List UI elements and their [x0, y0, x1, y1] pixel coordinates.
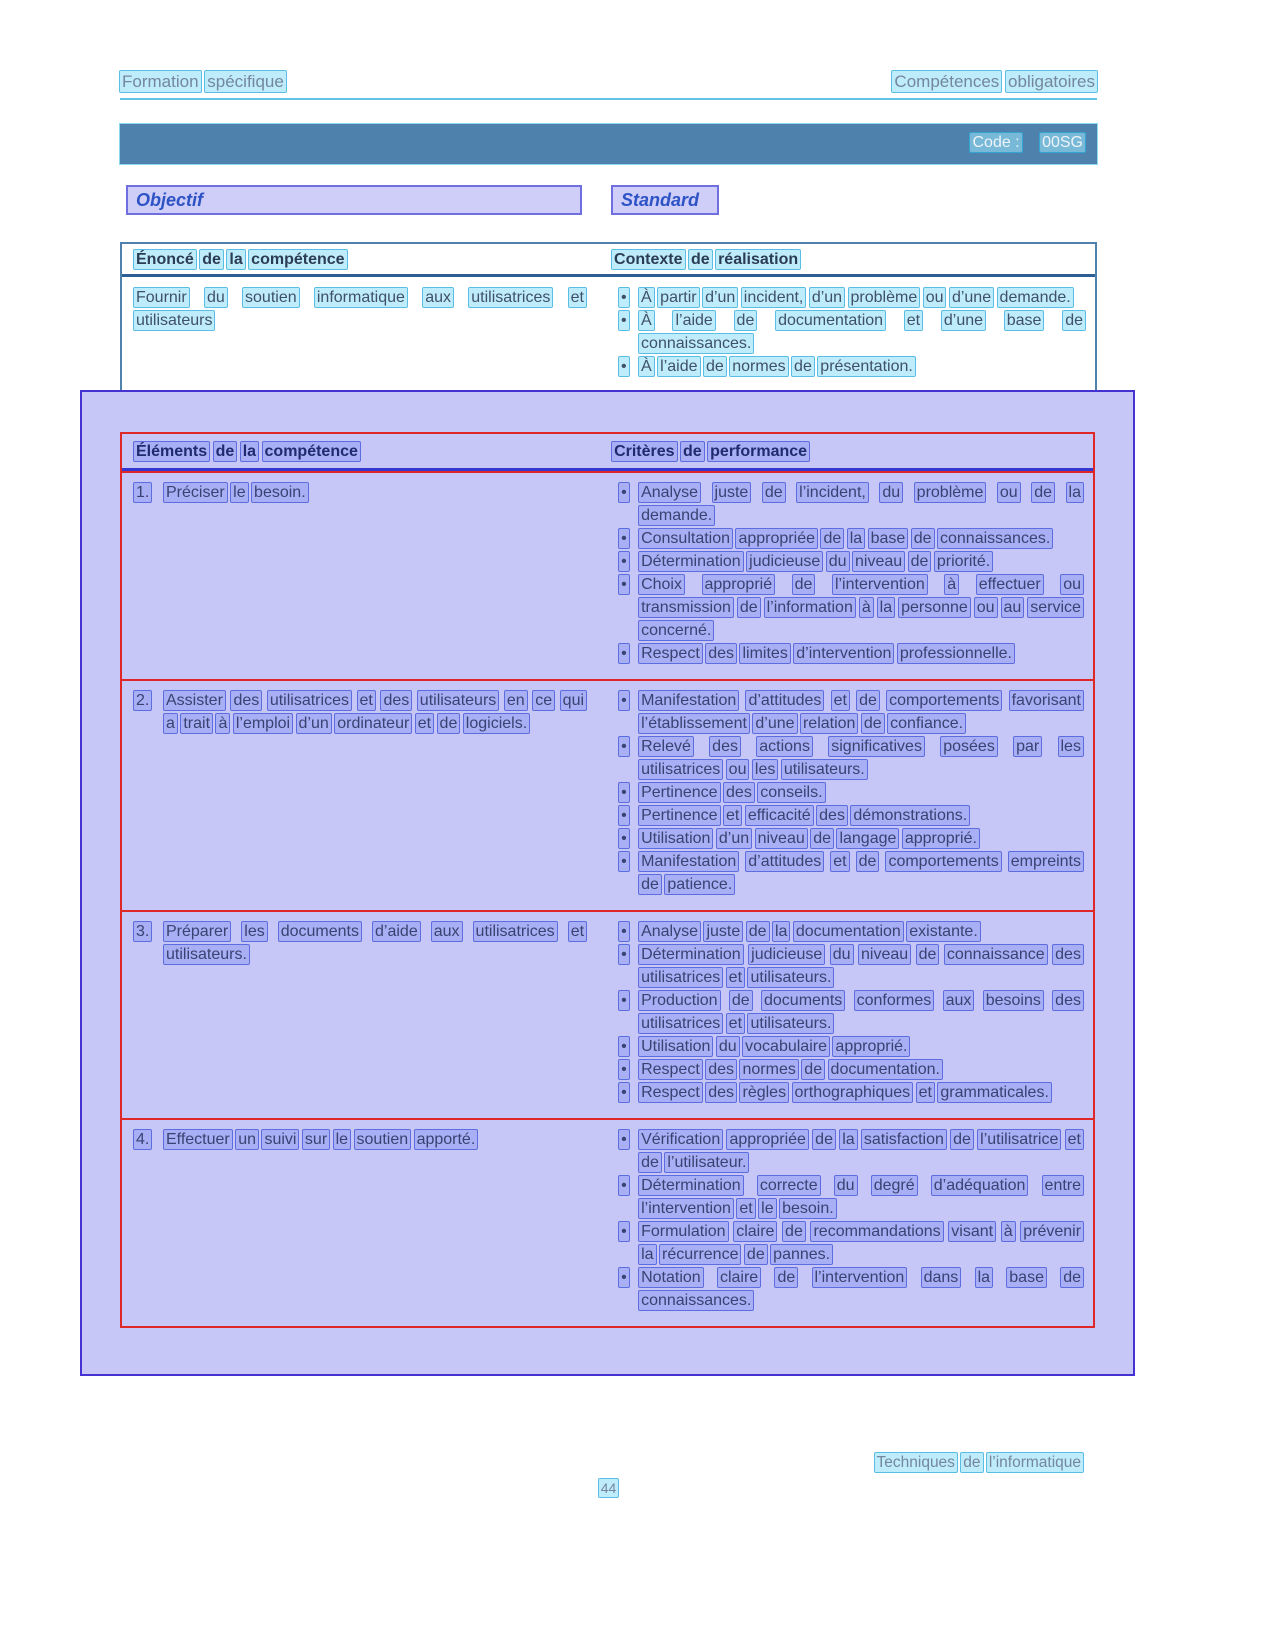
elements-table-header-row [122, 434, 1093, 471]
bullet-dot: • [621, 830, 627, 847]
enonce-header: Énoncé de la compétence [136, 251, 345, 268]
criteria-text: Vérification appropriée de la satisfaction de l’utilisatrice et de l’utilisateur. [641, 1131, 1081, 1171]
bullet-dot: • [621, 738, 627, 755]
criteria-text: Respect des normes de documentation. [641, 1061, 940, 1078]
bullet-dot: • [621, 1061, 627, 1078]
criteria-bullet [612, 943, 1083, 989]
criteria-bullet [612, 850, 1083, 896]
bullet-dot: • [621, 1084, 627, 1101]
criteria-text: Manifestation d’attitudes et de comportements favorisant l’établissement d’une relation de confiance. [641, 692, 1081, 732]
competence-statement: Fournir du soutien informatique aux utilisatrices et utilisateurs [136, 289, 584, 329]
bullet-dot: • [621, 289, 627, 306]
code-label: Code : [972, 134, 1020, 151]
context-bullet [612, 355, 1085, 378]
page-header [120, 72, 1097, 100]
bullet-dot: • [621, 484, 627, 501]
criteria-text: Formulation claire de recommandations visant à prévenir la récurrence de pannes. [641, 1223, 1082, 1263]
context-bullet-list [612, 286, 1095, 378]
element-text: Effectuer un suivi sur le soutien apporté. [166, 1131, 476, 1148]
criteria-list [612, 1128, 1093, 1312]
header-right-text: Compétences obligatoires [894, 72, 1095, 91]
criteria-bullet [612, 481, 1083, 527]
element-row-3 [122, 910, 1093, 1118]
criteres-header: Critères de performance [614, 443, 808, 460]
criteria-bullet [612, 1081, 1083, 1104]
criteria-text: Production de documents conformes aux besoins des utilisatrices et utilisateurs. [641, 992, 1081, 1032]
criteria-text: Détermination judicieuse du niveau de connaissance des utilisatrices et utilisateurs. [641, 946, 1081, 986]
context-bullet-text: À l’aide de normes de présentation. [641, 358, 913, 375]
element-row-1 [122, 471, 1093, 679]
criteria-bullet [612, 1058, 1083, 1081]
bullet-dot: • [621, 1223, 627, 1240]
enonce-table [120, 242, 1097, 404]
annotation-highlight-panel [80, 390, 1135, 1376]
element-text: Assister des utilisatrices et des utilisateurs en ce qui a trait à l’emploi d’un ordinateur et de logiciels. [166, 692, 585, 732]
bullet-dot: • [621, 530, 627, 547]
criteria-text: Pertinence des conseils. [641, 784, 823, 801]
criteria-bullet [612, 1035, 1083, 1058]
criteria-bullet [612, 1128, 1083, 1174]
bullet-dot: • [621, 312, 627, 329]
criteria-bullet [612, 920, 1083, 943]
enonce-table-body-row [122, 277, 1095, 402]
criteria-bullet [612, 689, 1083, 735]
context-bullet [612, 286, 1085, 309]
criteria-bullet [612, 781, 1083, 804]
criteria-bullet [612, 550, 1083, 573]
enonce-table-header-row [122, 244, 1095, 277]
element-number: 2. [136, 692, 150, 709]
footer-text: Techniques de l’informatique [876, 1454, 1081, 1471]
page-number: 44 [600, 1480, 617, 1496]
criteria-text: Choix approprié de l’intervention à effectuer ou transmission de l’information à la personne ou au service concerné. [641, 576, 1081, 639]
criteria-list [612, 689, 1093, 896]
criteria-text: Détermination judicieuse du niveau de priorité. [641, 553, 991, 570]
section-headings [120, 186, 1097, 214]
criteria-text: Relevé des actions significatives posées par les utilisatrices ou les utilisateurs. [641, 738, 1081, 778]
criteria-list [612, 920, 1093, 1104]
bullet-dot: • [621, 576, 627, 593]
criteria-bullet [612, 804, 1083, 827]
criteria-text: Consultation appropriée de la base de connaissances. [641, 530, 1051, 547]
bullet-dot: • [621, 853, 627, 870]
element-row-4 [122, 1118, 1093, 1326]
page-content [120, 0, 1097, 1496]
criteria-text: Pertinence et efficacité des démonstrations. [641, 807, 968, 824]
criteria-bullet [612, 827, 1083, 850]
header-left-text: Formation spécifique [122, 72, 284, 91]
bullet-dot: • [621, 1038, 627, 1055]
bullet-dot: • [621, 692, 627, 709]
element-number: 4. [136, 1131, 150, 1148]
criteria-text: Détermination correcte du degré d’adéquation entre l’intervention et le besoin. [641, 1177, 1082, 1217]
bullet-dot: • [621, 784, 627, 801]
criteria-list [612, 481, 1093, 665]
element-number: 3. [136, 923, 150, 940]
bullet-dot: • [621, 1131, 627, 1148]
criteria-text: Manifestation d’attitudes et de comportements empreints de patience. [641, 853, 1081, 893]
criteria-text: Analyse juste de l’incident, du problème ou de la demande. [641, 484, 1081, 524]
criteria-text: Respect des règles orthographiques et grammaticales. [641, 1084, 1049, 1101]
element-text: Préciser le besoin. [166, 484, 306, 501]
element-number: 1. [136, 484, 150, 501]
bullet-dot: • [621, 553, 627, 570]
bullet-dot: • [621, 645, 627, 662]
criteria-text: Analyse juste de la documentation existante. [641, 923, 978, 940]
bullet-dot: • [621, 946, 627, 963]
context-bullet-text: À l’aide de documentation et d’une base de connaissances. [641, 312, 1083, 352]
elements-header: Éléments de la compétence [136, 443, 358, 460]
bullet-dot: • [621, 923, 627, 940]
element-row-2 [122, 679, 1093, 910]
bullet-dot: • [621, 807, 627, 824]
elements-table [120, 432, 1095, 1328]
criteria-bullet [612, 573, 1083, 642]
standard-heading: Standard [613, 187, 717, 213]
criteria-bullet [612, 1220, 1083, 1266]
criteria-text: Utilisation du vocabulaire approprié. [641, 1038, 908, 1055]
contexte-header: Contexte de réalisation [614, 251, 799, 268]
context-bullet-text: À partir d’un incident, d’un problème ou d’une demande. [641, 289, 1071, 306]
element-text: Préparer les documents d’aide aux utilisatrices et utilisateurs. [166, 923, 585, 963]
criteria-bullet [612, 527, 1083, 550]
criteria-text: Respect des limites d’intervention professionnelle. [641, 645, 1012, 662]
criteria-bullet [612, 989, 1083, 1035]
code-value: 00SG [1042, 134, 1083, 151]
page-number-row [120, 1480, 1097, 1496]
bullet-dot: • [621, 1177, 627, 1194]
criteria-bullet [612, 1266, 1083, 1312]
criteria-text: Notation claire de l’intervention dans la base de connaissances. [641, 1269, 1082, 1309]
criteria-bullet [612, 1174, 1083, 1220]
bullet-dot: • [621, 1269, 627, 1286]
page-footer [120, 1454, 1097, 1472]
code-banner [120, 124, 1097, 164]
criteria-text: Utilisation d’un niveau de langage approprié. [641, 830, 977, 847]
bullet-dot: • [621, 992, 627, 1009]
criteria-bullet [612, 735, 1083, 781]
objectif-heading: Objectif [128, 187, 580, 213]
bullet-dot: • [621, 358, 627, 375]
context-bullet [612, 309, 1085, 355]
criteria-bullet [612, 642, 1083, 665]
